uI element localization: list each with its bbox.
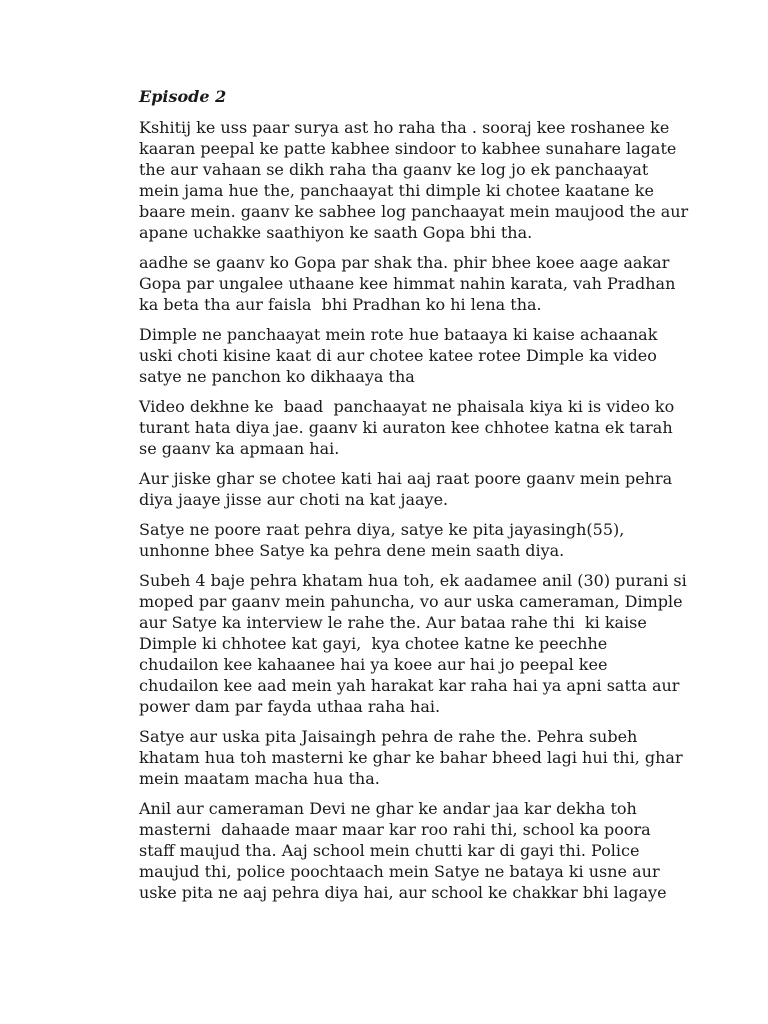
document-page bbox=[139, 86, 694, 912]
paragraph: Aur jiske ghar se chotee kati hai aaj raat poore gaanv mein pehra diya jaaye jisse aur choti na kat jaaye. bbox=[139, 469, 678, 509]
paragraph: Anil aur cameraman Devi ne ghar ke andar jaa kar dekha toh masterni dahaade maar maar kar roo rahi thi, school ka poora staff maujud tha. Aaj school mein chutti kar di gayi thi. Police maujud thi, police poochtaach mein Satye ne bataya ki usne aur uske pita ne aaj pehra diya hai, aur school ke chakkar bhi lagaye bbox=[139, 799, 667, 902]
episode-heading: Episode 2 bbox=[139, 87, 227, 106]
paragraph: Subeh 4 baje pehra khatam hua toh, ek aadamee anil (30) purani si moped par gaanv mein pahuncha, vo aur uska cameraman, Dimple aur Satye ka interview le rahe the. Aur bataa rahe thi ki kaise Dimple ki chhotee kat gayi, kya chotee katne ke peechhe chudailon kee kahaanee hai ya koee aur hai jo peepal kee chudailon kee aad mein yah harakat kar raha hai ya apni satta aur power dam par fayda uthaa raha hai. bbox=[139, 571, 692, 716]
paragraph: Satye aur uska pita Jaisaingh pehra de rahe the. Pehra subeh khatam hua toh masterni ke ghar ke bahar bheed lagi hui thi, ghar mein maatam macha hua tha. bbox=[139, 727, 688, 788]
paragraph: Video dekhne ke baad panchaayat ne phaisala kiya ki is video ko turant hata diya jae. gaanv ki auraton kee chhotee katna ek tarah se gaanv ka apmaan hai. bbox=[139, 397, 680, 458]
paragraph: aadhe se gaanv ko Gopa par shak tha. phir bhee koee aage aakar Gopa par ungalee uthaane kee himmat nahin karata, vah Pradhan ka beta tha aur faisla bhi Pradhan ko hi lena tha. bbox=[139, 253, 681, 314]
paragraph: Dimple ne panchaayat mein rote hue bataaya ki kaise achaanak uski choti kisine kaat di aur chotee katee rotee Dimple ka video satye ne panchon ko dikhaaya tha bbox=[139, 325, 663, 386]
paragraph: Kshitij ke uss paar surya ast ho raha tha . sooraj kee roshanee ke kaaran peepal ke patte kabhee sindoor to kabhee sunahare lagate the aur vahaan se dikh raha tha gaanv ke log jo ek panchaayat mein jama hue the, panchaayat thi dimple ki chotee kaatane ke baare mein. gaanv ke sabhee log panchaayat mein maujood the aur apane uchakke saathiyon ke saath Gopa bhi tha. bbox=[139, 118, 694, 242]
paragraph: Satye ne poore raat pehra diya, satye ke pita jayasingh(55), unhonne bhee Satye ka pehra dene mein saath diya. bbox=[139, 520, 630, 560]
